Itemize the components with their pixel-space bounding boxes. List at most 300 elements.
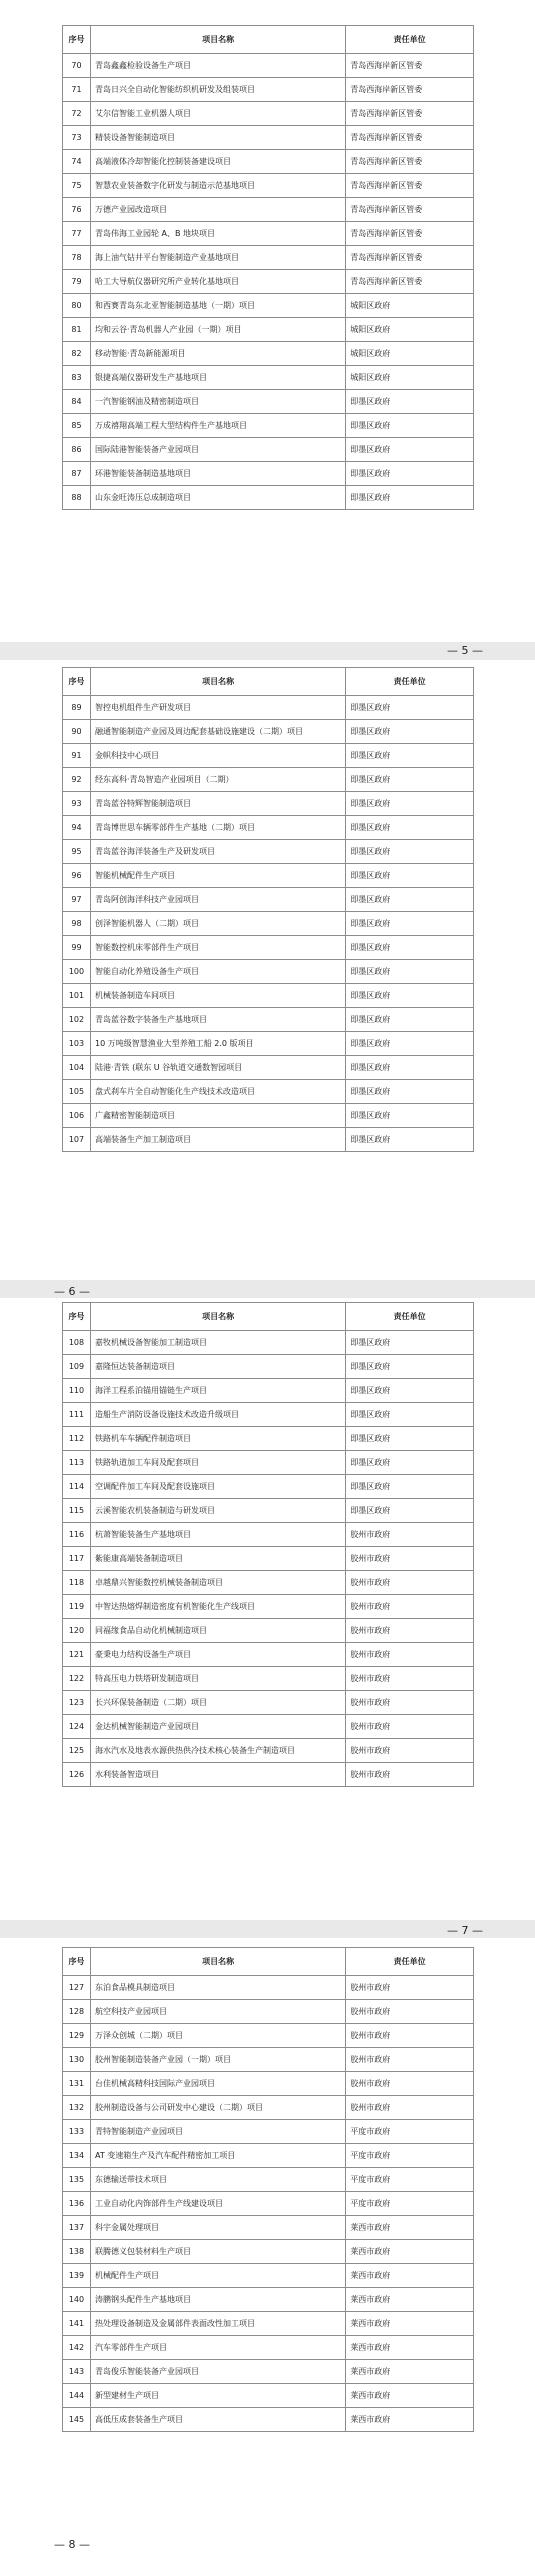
row-responsible-unit: 莱西市政府 (346, 2384, 474, 2408)
row-seq: 102 (63, 1008, 91, 1032)
row-project-name: 广鑫精密智能制造项目 (90, 1104, 345, 1128)
row-seq: 128 (63, 2000, 91, 2024)
row-responsible-unit: 即墨区政府 (346, 984, 474, 1008)
row-responsible-unit: 胶州市政府 (346, 2000, 474, 2024)
row-seq: 79 (63, 270, 91, 294)
table-row (63, 2000, 474, 2024)
table-row (63, 768, 474, 792)
row-project-name: 盘式刹车片全自动智能化生产线技术改造项目 (90, 1080, 345, 1104)
page-number: — 5 — (447, 644, 483, 657)
table-row (63, 696, 474, 720)
row-seq: 119 (63, 1595, 91, 1619)
row-project-name: 豪秉电力结构设备生产项目 (90, 1643, 345, 1667)
table-row (63, 2264, 474, 2288)
page-number: — 8 — (54, 2538, 90, 2551)
table-row (63, 198, 474, 222)
table-row (63, 1403, 474, 1427)
row-responsible-unit: 即墨区政府 (346, 414, 474, 438)
row-project-name: 长兴环保装备制造（二期）项目 (90, 1691, 345, 1715)
row-seq: 125 (63, 1739, 91, 1763)
header-seq: 序号 (63, 668, 91, 696)
row-responsible-unit: 胶州市政府 (346, 1667, 474, 1691)
row-project-name: 和西赛青岛东北亚智能制造基地（一期）项目 (90, 294, 345, 318)
row-responsible-unit: 即墨区政府 (346, 960, 474, 984)
row-responsible-unit: 城阳区政府 (346, 294, 474, 318)
row-responsible-unit: 青岛西海岸新区管委 (346, 78, 474, 102)
row-project-name: 融通智能制造产业园及周边配套基础设施建设（二期）项目 (90, 720, 345, 744)
row-project-name: 联腾德义包装材料生产项目 (90, 2240, 345, 2264)
table-row (63, 342, 474, 366)
row-project-name: 海洋工程系泊锚用锚链生产项目 (90, 1379, 345, 1403)
table-row (63, 1451, 474, 1475)
row-seq: 137 (63, 2216, 91, 2240)
row-seq: 131 (63, 2072, 91, 2096)
table-row (63, 1056, 474, 1080)
project-table-page-4 (62, 1947, 474, 2432)
header-responsible-unit: 责任单位 (346, 1303, 474, 1331)
table-row (63, 1008, 474, 1032)
header-project-name: 项目名称 (90, 26, 345, 54)
row-project-name: 精装设备智能制造项目 (90, 126, 345, 150)
row-responsible-unit: 莱西市政府 (346, 2312, 474, 2336)
row-seq: 120 (63, 1619, 91, 1643)
row-seq: 92 (63, 768, 91, 792)
row-project-name: 万成禧翔高端工程大型结构件生产基地项目 (90, 414, 345, 438)
table-row (63, 150, 474, 174)
row-seq: 135 (63, 2168, 91, 2192)
row-responsible-unit: 平度市政府 (346, 2144, 474, 2168)
table-row (63, 1331, 474, 1355)
row-project-name: 空调配件加工车间及配套设施项目 (90, 1475, 345, 1499)
header-seq: 序号 (63, 26, 91, 54)
row-seq: 114 (63, 1475, 91, 1499)
row-seq: 83 (63, 366, 91, 390)
row-project-name: 云溪智能农机装备制造与研发项目 (90, 1499, 345, 1523)
row-project-name: 新型建材生产项目 (90, 2384, 345, 2408)
row-project-name: 青岛俊乐智能装备产业园项目 (90, 2360, 345, 2384)
row-project-name: 陆港·青铁 (联东 U 谷轨道交通数智园项目 (90, 1056, 345, 1080)
header-responsible-unit: 责任单位 (346, 1948, 474, 1976)
row-project-name: 万德产业园改造项目 (90, 198, 345, 222)
row-project-name: 移动智能·青岛新能源项目 (90, 342, 345, 366)
table-row (63, 2144, 474, 2168)
table-row (63, 126, 474, 150)
row-project-name: 汽车零部件生产项目 (90, 2336, 345, 2360)
table-row (63, 1715, 474, 1739)
table-row (63, 960, 474, 984)
row-seq: 126 (63, 1763, 91, 1787)
row-responsible-unit: 即墨区政府 (346, 936, 474, 960)
table-row (63, 1643, 474, 1667)
table-row (63, 486, 474, 510)
row-project-name: 艾尔信智能工业机器人项目 (90, 102, 345, 126)
row-project-name: 高端装备生产加工制造项目 (90, 1128, 345, 1152)
row-project-name: 金达机械智能制造产业园项目 (90, 1715, 345, 1739)
row-responsible-unit: 胶州市政府 (346, 2096, 474, 2120)
row-project-name: 青特智能制造产业园项目 (90, 2120, 345, 2144)
row-seq: 107 (63, 1128, 91, 1152)
row-project-name: 智慧农业装备数字化研发与制造示范基地项目 (90, 174, 345, 198)
row-responsible-unit: 即墨区政府 (346, 864, 474, 888)
row-project-name: 卓越鼎兴智能数控机械装备制造项目 (90, 1571, 345, 1595)
table-row (63, 1691, 474, 1715)
row-seq: 89 (63, 696, 91, 720)
row-responsible-unit: 胶州市政府 (346, 1619, 474, 1643)
row-responsible-unit: 青岛西海岸新区管委 (346, 102, 474, 126)
table-row (63, 864, 474, 888)
row-project-name: 创泽智能机器人（二期）项目 (90, 912, 345, 936)
row-responsible-unit: 莱西市政府 (346, 2264, 474, 2288)
row-seq: 129 (63, 2024, 91, 2048)
row-seq: 104 (63, 1056, 91, 1080)
row-seq: 94 (63, 816, 91, 840)
row-seq: 91 (63, 744, 91, 768)
row-responsible-unit: 莱西市政府 (346, 2240, 474, 2264)
row-seq: 84 (63, 390, 91, 414)
table-row (63, 888, 474, 912)
row-responsible-unit: 即墨区政府 (346, 1427, 474, 1451)
row-responsible-unit: 即墨区政府 (346, 1379, 474, 1403)
page-1 (0, 0, 535, 642)
table-row (63, 246, 474, 270)
row-responsible-unit: 即墨区政府 (346, 792, 474, 816)
table-row (63, 1080, 474, 1104)
table-row (63, 294, 474, 318)
row-project-name: 经东高科·青岛智造产业园项目（二期） (90, 768, 345, 792)
table-row (63, 1104, 474, 1128)
row-responsible-unit: 即墨区政府 (346, 390, 474, 414)
row-project-name: 青岛伟海工业园轮 A、B 地块项目 (90, 222, 345, 246)
table-row (63, 936, 474, 960)
table-row (63, 222, 474, 246)
row-seq: 132 (63, 2096, 91, 2120)
table-row (63, 1595, 474, 1619)
row-project-name: 嘉牧机械设备智能加工制造项目 (90, 1331, 345, 1355)
row-responsible-unit: 城阳区政府 (346, 366, 474, 390)
row-responsible-unit: 青岛西海岸新区管委 (346, 222, 474, 246)
table-row (63, 840, 474, 864)
row-responsible-unit: 即墨区政府 (346, 438, 474, 462)
row-seq: 70 (63, 54, 91, 78)
row-project-name: 铁路轨道加工车间及配套项目 (90, 1451, 345, 1475)
row-seq: 97 (63, 888, 91, 912)
row-project-name: 智能机械配件生产项目 (90, 864, 345, 888)
row-project-name: 青岛鑫鑫检验设备生产项目 (90, 54, 345, 78)
table-row (63, 78, 474, 102)
row-project-name: 机械配件生产项目 (90, 2264, 345, 2288)
row-seq: 105 (63, 1080, 91, 1104)
row-responsible-unit: 即墨区政府 (346, 1104, 474, 1128)
row-project-name: 热处理设备制造及金属部件表面改性加工项目 (90, 2312, 345, 2336)
table-row (63, 174, 474, 198)
row-seq: 76 (63, 198, 91, 222)
row-responsible-unit: 胶州市政府 (346, 1763, 474, 1787)
row-project-name: 紫能康高端装备制造项目 (90, 1547, 345, 1571)
project-table-page-2 (62, 667, 474, 1152)
row-seq: 109 (63, 1355, 91, 1379)
table-row (63, 1427, 474, 1451)
row-responsible-unit: 平度市政府 (346, 2120, 474, 2144)
table-row (63, 438, 474, 462)
row-project-name: 智控电机组件生产研发项目 (90, 696, 345, 720)
row-project-name: 青岛蓝谷特辉智能制造项目 (90, 792, 345, 816)
row-responsible-unit: 即墨区政府 (346, 816, 474, 840)
header-project-name: 项目名称 (90, 668, 345, 696)
row-responsible-unit: 胶州市政府 (346, 1739, 474, 1763)
row-project-name: 高低压成套装备生产项目 (90, 2408, 345, 2432)
table-row (63, 2360, 474, 2384)
row-responsible-unit: 即墨区政府 (346, 1331, 474, 1355)
table-row (63, 414, 474, 438)
row-seq: 106 (63, 1104, 91, 1128)
row-seq: 95 (63, 840, 91, 864)
row-responsible-unit: 即墨区政府 (346, 768, 474, 792)
table-row (63, 912, 474, 936)
row-responsible-unit: 平度市政府 (346, 2192, 474, 2216)
table-row (63, 1475, 474, 1499)
row-responsible-unit: 即墨区政府 (346, 912, 474, 936)
row-project-name: 山东金旺涛压总成制造项目 (90, 486, 345, 510)
project-table-page-1 (62, 25, 474, 510)
row-project-name: 造船生产消防设备设施技术改造升级项目 (90, 1403, 345, 1427)
row-seq: 103 (63, 1032, 91, 1056)
table-row (63, 1128, 474, 1152)
table-row (63, 1032, 474, 1056)
row-responsible-unit: 即墨区政府 (346, 1475, 474, 1499)
page-number: — 7 — (447, 1924, 483, 1937)
row-project-name: 胶州智能制造装备产业园（一期）项目 (90, 2048, 345, 2072)
row-responsible-unit: 青岛西海岸新区管委 (346, 198, 474, 222)
row-project-name: 智能自动化养殖设备生产项目 (90, 960, 345, 984)
row-project-name: 青岛阿创海洋科技产业园项目 (90, 888, 345, 912)
row-responsible-unit: 胶州市政府 (346, 1523, 474, 1547)
row-project-name: 涛鹏钢头配件生产基地项目 (90, 2288, 345, 2312)
row-project-name: 同福缘食品自动化机械制造项目 (90, 1619, 345, 1643)
row-seq: 72 (63, 102, 91, 126)
table-row (63, 816, 474, 840)
row-seq: 142 (63, 2336, 91, 2360)
row-project-name: 海上油气钻井平台智能制造产业基地项目 (90, 246, 345, 270)
table-row (63, 2024, 474, 2048)
table-row (63, 54, 474, 78)
table-row (63, 2336, 474, 2360)
row-seq: 81 (63, 318, 91, 342)
table-row (63, 2120, 474, 2144)
row-responsible-unit: 胶州市政府 (346, 2048, 474, 2072)
row-seq: 77 (63, 222, 91, 246)
row-seq: 85 (63, 414, 91, 438)
table-row (63, 462, 474, 486)
header-project-name: 项目名称 (90, 1948, 345, 1976)
row-project-name: 科宇金属处理项目 (90, 2216, 345, 2240)
header-seq: 序号 (63, 1948, 91, 1976)
row-seq: 98 (63, 912, 91, 936)
table-row (63, 2408, 474, 2432)
row-project-name: 青岛博世思车辆零部件生产基地（二期）项目 (90, 816, 345, 840)
row-project-name: 青岛蓝谷数字装备生产基地项目 (90, 1008, 345, 1032)
row-seq: 116 (63, 1523, 91, 1547)
row-responsible-unit: 即墨区政府 (346, 888, 474, 912)
table-row (63, 1523, 474, 1547)
table-row (63, 270, 474, 294)
row-responsible-unit: 城阳区政府 (346, 318, 474, 342)
row-project-name: 环港智能装备制造基地项目 (90, 462, 345, 486)
row-responsible-unit: 青岛西海岸新区管委 (346, 150, 474, 174)
table-row (63, 1763, 474, 1787)
row-responsible-unit: 即墨区政府 (346, 1080, 474, 1104)
row-responsible-unit: 胶州市政府 (346, 2072, 474, 2096)
row-responsible-unit: 莱西市政府 (346, 2408, 474, 2432)
row-seq: 143 (63, 2360, 91, 2384)
table-row (63, 102, 474, 126)
row-responsible-unit: 胶州市政府 (346, 1547, 474, 1571)
row-seq: 73 (63, 126, 91, 150)
row-seq: 145 (63, 2408, 91, 2432)
table-row (63, 1547, 474, 1571)
row-seq: 88 (63, 486, 91, 510)
table-row (63, 2192, 474, 2216)
row-responsible-unit: 莱西市政府 (346, 2336, 474, 2360)
row-seq: 100 (63, 960, 91, 984)
table-row (63, 792, 474, 816)
page-number: — 6 — (54, 1285, 90, 1298)
row-responsible-unit: 即墨区政府 (346, 1128, 474, 1152)
table-row (63, 2048, 474, 2072)
row-responsible-unit: 即墨区政府 (346, 840, 474, 864)
row-seq: 139 (63, 2264, 91, 2288)
row-responsible-unit: 平度市政府 (346, 2168, 474, 2192)
table-row (63, 2240, 474, 2264)
row-project-name: AT 变速箱生产及汽车配件精密加工项目 (90, 2144, 345, 2168)
row-seq: 123 (63, 1691, 91, 1715)
row-project-name: 10 万吨级智慧渔业大型养殖工船 2.0 版项目 (90, 1032, 345, 1056)
table-row (63, 1379, 474, 1403)
row-seq: 133 (63, 2120, 91, 2144)
page-2 (0, 644, 535, 1280)
row-seq: 124 (63, 1715, 91, 1739)
row-responsible-unit: 即墨区政府 (346, 1032, 474, 1056)
row-seq: 121 (63, 1643, 91, 1667)
row-responsible-unit: 莱西市政府 (346, 2360, 474, 2384)
row-seq: 141 (63, 2312, 91, 2336)
row-responsible-unit: 即墨区政府 (346, 744, 474, 768)
row-responsible-unit: 青岛西海岸新区管委 (346, 270, 474, 294)
row-responsible-unit: 胶州市政府 (346, 1571, 474, 1595)
row-project-name: 东泊食品模具制造项目 (90, 1976, 345, 2000)
table-row (63, 2384, 474, 2408)
row-seq: 87 (63, 462, 91, 486)
row-seq: 99 (63, 936, 91, 960)
row-responsible-unit: 即墨区政府 (346, 1008, 474, 1032)
row-responsible-unit: 即墨区政府 (346, 1403, 474, 1427)
row-seq: 86 (63, 438, 91, 462)
row-seq: 93 (63, 792, 91, 816)
row-project-name: 铁路机车车辆配件制造项目 (90, 1427, 345, 1451)
row-project-name: 一汽智能钢油及精密制造项目 (90, 390, 345, 414)
row-seq: 96 (63, 864, 91, 888)
row-seq: 134 (63, 2144, 91, 2168)
row-seq: 117 (63, 1547, 91, 1571)
row-seq: 82 (63, 342, 91, 366)
row-project-name: 哈工大导航仪器研究所产业转化基地项目 (90, 270, 345, 294)
row-project-name: 特高压电力铁塔研发制造项目 (90, 1667, 345, 1691)
row-responsible-unit: 胶州市政府 (346, 2024, 474, 2048)
row-project-name: 机械装备制造车间项目 (90, 984, 345, 1008)
row-responsible-unit: 莱西市政府 (346, 2216, 474, 2240)
row-project-name: 东德输送带技术项目 (90, 2168, 345, 2192)
row-seq: 101 (63, 984, 91, 1008)
row-responsible-unit: 即墨区政府 (346, 1355, 474, 1379)
row-project-name: 银捷高端仪器研发生产基地项目 (90, 366, 345, 390)
row-responsible-unit: 即墨区政府 (346, 1451, 474, 1475)
row-responsible-unit: 城阳区政府 (346, 342, 474, 366)
row-project-name: 青岛蓝谷海洋装备生产及研发项目 (90, 840, 345, 864)
row-responsible-unit: 青岛西海岸新区管委 (346, 126, 474, 150)
header-responsible-unit: 责任单位 (346, 668, 474, 696)
row-project-name: 万泽众创城（二期）项目 (90, 2024, 345, 2048)
table-row (63, 2312, 474, 2336)
table-row (63, 744, 474, 768)
row-project-name: 高端液体冷却智能化控制装备建设项目 (90, 150, 345, 174)
row-responsible-unit: 青岛西海岸新区管委 (346, 174, 474, 198)
row-seq: 80 (63, 294, 91, 318)
table-row (63, 1976, 474, 2000)
table-row (63, 366, 474, 390)
row-responsible-unit: 青岛西海岸新区管委 (346, 54, 474, 78)
row-responsible-unit: 胶州市政府 (346, 1691, 474, 1715)
row-seq: 111 (63, 1403, 91, 1427)
table-row (63, 1499, 474, 1523)
row-project-name: 青岛日兴全自动化智能纺织机研发及组装项目 (90, 78, 345, 102)
row-responsible-unit: 胶州市政府 (346, 1976, 474, 2000)
table-row (63, 390, 474, 414)
row-responsible-unit: 青岛西海岸新区管委 (346, 246, 474, 270)
row-responsible-unit: 莱西市政府 (346, 2288, 474, 2312)
row-project-name: 工业自动化内饰部件生产线建设项目 (90, 2192, 345, 2216)
row-project-name: 国际陆港智能装备产业园项目 (90, 438, 345, 462)
row-seq: 138 (63, 2240, 91, 2264)
row-project-name: 嘉隆恒达装备制造项目 (90, 1355, 345, 1379)
header-seq: 序号 (63, 1303, 91, 1331)
row-project-name: 台佳机械高精科技国际产业园项目 (90, 2072, 345, 2096)
page-3 (0, 1285, 535, 1920)
row-responsible-unit: 即墨区政府 (346, 486, 474, 510)
table-row (63, 2072, 474, 2096)
table-row (63, 2288, 474, 2312)
header-project-name: 项目名称 (90, 1303, 345, 1331)
table-row (63, 720, 474, 744)
row-seq: 140 (63, 2288, 91, 2312)
row-responsible-unit: 胶州市政府 (346, 1595, 474, 1619)
row-responsible-unit: 即墨区政府 (346, 462, 474, 486)
row-responsible-unit: 即墨区政府 (346, 696, 474, 720)
table-row (63, 1571, 474, 1595)
table-row (63, 1667, 474, 1691)
table-row (63, 1619, 474, 1643)
row-responsible-unit: 胶州市政府 (346, 1715, 474, 1739)
table-row (63, 984, 474, 1008)
row-seq: 130 (63, 2048, 91, 2072)
row-seq: 112 (63, 1427, 91, 1451)
table-row (63, 1739, 474, 1763)
row-responsible-unit: 即墨区政府 (346, 1056, 474, 1080)
row-seq: 110 (63, 1379, 91, 1403)
row-seq: 71 (63, 78, 91, 102)
row-project-name: 胶州制造设备与公司研发中心建设（二期）项目 (90, 2096, 345, 2120)
table-row (63, 2096, 474, 2120)
row-seq: 78 (63, 246, 91, 270)
table-row (63, 1355, 474, 1379)
